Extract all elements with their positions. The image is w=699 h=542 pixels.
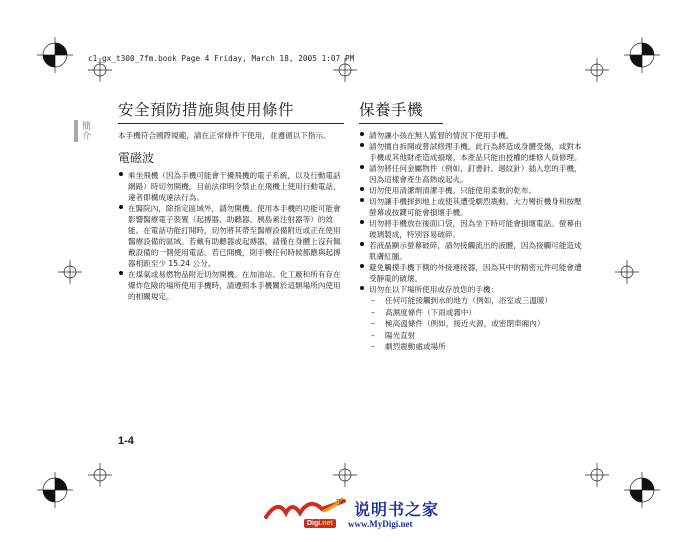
sub-list-item: – 陽光直射 [371,330,416,340]
dash-icon: – [371,307,375,317]
bullet-icon [360,187,364,191]
side-tab-label: 簡介 [82,122,92,142]
dash-icon: – [371,319,375,328]
dash-icon: – [371,342,375,351]
dash-icon: – [371,330,375,340]
logo-badge: Digi.net [304,519,336,528]
care-list [359,130,589,353]
bullet-icon [360,264,364,268]
side-tab-bar [74,120,78,142]
list-item: 在煤氣或易燃物品附近切勿開機。在加油站、化工廠和所有存在爆炸危險的場所使用手機時，請遵照本手機關於這類場所內使用的相關規定。 [118,269,344,302]
list-item: 切勿使用清潔劑清潔手機。只能使用柔軟的乾布。 [359,185,589,196]
list-item: 避免觸摸手機下側的外接連接器，因為其中的精密元件可能會遭受靜電的破壞。 [359,262,589,284]
brand-name: 说明书之家 [354,500,440,519]
dash-icon: – [371,296,375,305]
sub-list-item: – 劇烈震動處或場所 [371,342,446,351]
bullet-icon [119,172,123,176]
emw-title: 電磁波 [118,151,155,165]
brand-url[interactable]: www.MyDigi.net [348,519,413,529]
page-number: 1-4 [118,435,134,447]
right-column [359,98,589,353]
list-item: 請勿將任何金屬物件（例如，釘書針、迴紋針）插入您的手機，因為這樣會產生高熱或起火。 [359,163,589,185]
print-header: c1_gx_t300_7fm.book Page 4 Friday, March 18, 2005 1:07 PM [88,54,355,63]
list-item: 若液晶顯示螢幕破碎，請勿接觸流出的液體，因為接觸可能造成肌膚紅腫。 [359,240,589,262]
safety-intro: 本手機符合國際規範，請在正常條件下使用，並遵循以下指示。 [118,131,331,140]
list-item: 乘坐飛機（因為手機可能會干擾飛機的電子系統，以及行動電話網路）時切勿開機。目前法律明令禁止在飛機上使用行動電話，違者即構成違法行為。 [118,170,344,203]
sub-list-item: – 任何可能接觸到水的地方（例如，浴室或三溫暖） [371,296,553,305]
list-item: 在醫院內，除指定區域外，請勿開機。使用本手機的功能可能會影響醫療電子裝置（起搏器、助聽器、胰島素注射器等）的效能。在電話功能打開時，切勿將其帶至醫療設備附近或正在使用醫療設備的區域。若戴有助聽器或起搏器，請僅在身體上沒有佩戴設備的一側使用電話。若已開機，則手機任何時候都應與起搏器相距至少 15.24 公分。 [118,203,344,269]
list-item: 切勿將手機放在後面口袋，因為坐下時可能會損壞電話。螢幕由玻璃製成，特別容易破碎。 [359,218,589,240]
bullet-icon [360,132,364,136]
bullet-icon [360,198,364,202]
bullet-icon [360,220,364,224]
care-title: 保養手機 [359,98,443,124]
bullet-icon [119,205,123,209]
list-item: 請勿擅自拆開或嘗試修理手機。此行為將造成身體受傷，或對本手機或其他財產造成損壞。本產品只能由授權的維修人員修理。 [359,141,589,163]
emw-list [118,170,344,302]
left-column [118,98,344,302]
footer-logo [264,495,464,535]
list-item: 切勿讓手機摔到地上或使其遭受劇烈震動。大力彎折機身和按壓螢幕或按鍵可能會損壞手機。 [359,196,589,218]
bullet-icon [360,143,364,147]
sub-list-item: – 高濕度條件（下雨或霧中） [371,307,477,317]
list-item: 切勿在以下場所使用或存放您的手機： – 任何可能接觸到水的地方（例如，浴室或三溫暖） – 高濕度條件（下雨或霧中） – 極高溫條件（例如，接近火源，或密閉車廂內） – 陽光直射 – 劇烈震動處或場所 [359,284,589,353]
list-item: 請勿讓小孩在無人監督的情況下使用手機。 [359,130,589,141]
logo-trademark: TM [336,499,344,505]
side-tab [82,122,92,142]
bullet-icon [360,286,364,290]
sub-list-item: – 極高溫條件（例如，接近火源，或密閉車廂內） [371,319,545,328]
bullet-icon [360,165,364,169]
bullet-icon [119,271,123,275]
location-sublist [369,295,589,353]
bullet-icon [360,242,364,246]
safety-title: 安全預防措施與使用條件 [118,98,344,124]
